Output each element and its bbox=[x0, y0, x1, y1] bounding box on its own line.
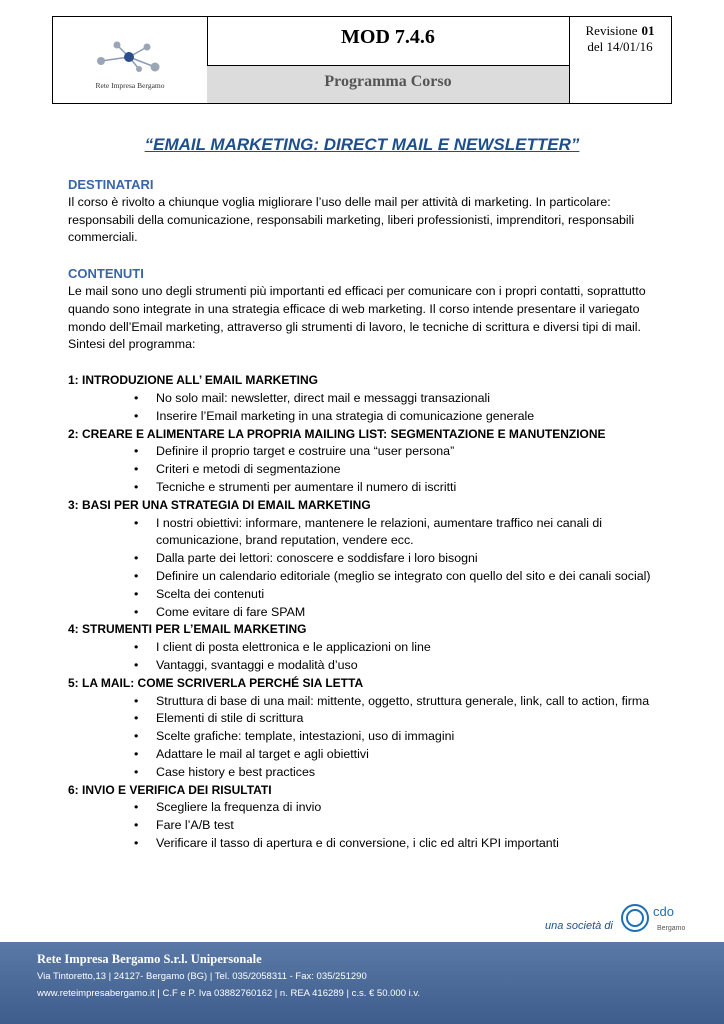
module-cell bbox=[207, 17, 570, 103]
footer-address: Via Tintoretto,13 | 24127- Bergamo (BG) | Tel. 035/2058311 - Fax: 035/251290 bbox=[37, 971, 367, 982]
module-heading: 3: BASI PER UNA STRATEGIA DI EMAIL MARKETING bbox=[68, 497, 371, 512]
module-code: MOD 7.4.6 bbox=[207, 17, 569, 66]
module-heading: 2: CREARE E ALIMENTARE LA PROPRIA MAILING LIST: SEGMENTAZIONE E MANUTENZIONE bbox=[68, 426, 606, 441]
list-item: • No solo mail: newsletter, direct mail e messaggi transazionali bbox=[156, 390, 668, 408]
list-item: • Scelte grafiche: template, intestazioni, uso di immagini bbox=[156, 728, 668, 746]
module-heading: 5: LA MAIL: COME SCRIVERLA PERCHÉ SIA LETTA bbox=[68, 675, 364, 690]
list-item: • Inserire l’Email marketing in una strategia di comunicazione generale bbox=[156, 408, 668, 426]
list-item: • Vantaggi, svantaggi e modalità d’uso bbox=[156, 657, 668, 675]
revision-date: del 14/01/16 bbox=[587, 39, 653, 54]
footer bbox=[0, 942, 724, 1024]
text-line: mondo dell’Email marketing, attraverso gli strumenti di lavoro, le tecniche di scrittura e diversi tipi di mail. bbox=[68, 319, 641, 334]
list-item: • Elementi di stile di scrittura bbox=[156, 710, 668, 728]
module-topics bbox=[68, 639, 668, 675]
text-line: Sintesi del programma: bbox=[68, 337, 196, 352]
document-subtitle: Programma Corso bbox=[207, 66, 569, 103]
list-item: • Case history e best practices bbox=[156, 764, 668, 782]
logo-cell bbox=[53, 17, 208, 103]
list-item: • I client di posta elettronica e le applicazioni on line bbox=[156, 639, 668, 657]
text-line: Il corso è rivolto a chiunque voglia migliorare l’uso delle mail per attività di marketing. In particolare: bbox=[68, 194, 611, 209]
list-item: • Struttura di base di una mail: mittente, oggetto, struttura generale, link, call to action, firma bbox=[156, 693, 668, 711]
logo-text: Rete Impresa Bergamo bbox=[95, 81, 165, 90]
course-title: “EMAIL MARKETING: DIRECT MAIL E NEWSLETTER” bbox=[144, 135, 580, 154]
list-item: • Scegliere la frequenza di invio bbox=[156, 799, 668, 817]
module-heading: 6: INVIO E VERIFICA DEI RISULTATI bbox=[68, 782, 272, 797]
footer-company: Rete Impresa Bergamo S.r.l. Unipersonale bbox=[37, 952, 262, 966]
text-line: responsabili della comunicazione, responsabili marketing, liberi professionisti, imprenditori, responsabili bbox=[68, 212, 635, 227]
module-heading: 1: INTRODUZIONE ALL’ EMAIL MARKETING bbox=[68, 373, 319, 388]
contenuti-text bbox=[68, 283, 668, 354]
list-item: • Criteri e metodi di segmentazione bbox=[156, 461, 668, 479]
list-item: • Verificare il tasso di apertura e di conversione, i clic ed altri KPI importanti bbox=[156, 835, 668, 853]
text-line: commerciali. bbox=[68, 230, 138, 245]
list-item: • Dalla parte dei lettori: conoscere e soddisfare i loro bisogni bbox=[156, 550, 668, 568]
document-header bbox=[52, 16, 672, 104]
footer-legal: www.reteimpresabergamo.it | C.F e P. Iva 03882760162 | n. REA 416289 | c.s. € 50.000 i.v. bbox=[37, 988, 421, 999]
list-item: • Fare l’A/B test bbox=[156, 817, 668, 835]
program-modules bbox=[68, 372, 668, 853]
list-item: • I nostri obiettivi: informare, mantenere le relazioni, aumentare traffico nei canali di comunicazione, brand reputation, vendere ecc. bbox=[156, 515, 668, 551]
list-item: • Definire il proprio target e costruire una “user persona” bbox=[156, 443, 668, 461]
module-topics bbox=[68, 693, 668, 782]
list-item: • Adattare le mail al target e agli obiettivi bbox=[156, 746, 668, 764]
module-topics bbox=[68, 390, 668, 426]
revision-number: 01 bbox=[641, 23, 655, 38]
cdo-brand: cdo bbox=[653, 904, 674, 919]
revision-label: Revisione bbox=[585, 23, 638, 38]
contenuti-heading: CONTENUTI bbox=[68, 266, 144, 282]
document-body bbox=[68, 176, 668, 853]
destinatari-text bbox=[68, 194, 668, 247]
text-line: Le mail sono uno degli strumenti più importanti ed efficaci per comunicare con i propri contatti, soprattutto bbox=[68, 283, 646, 298]
list-item: • Definire un calendario editoriale (meglio se integrato con quello del sito e dei canali social) bbox=[156, 568, 668, 586]
revision-cell bbox=[569, 17, 671, 103]
cdo-city: Bergamo bbox=[657, 925, 686, 932]
module-topics bbox=[68, 799, 668, 852]
cdo-logo-icon bbox=[619, 898, 724, 940]
network-logo-icon bbox=[89, 39, 169, 79]
list-item: • Scelta dei contenuti bbox=[156, 586, 668, 604]
destinatari-heading: DESTINATARI bbox=[68, 177, 154, 192]
module-heading: 4: STRUMENTI PER L’EMAIL MARKETING bbox=[68, 622, 307, 637]
list-item: • Tecniche e strumenti per aumentare il numero di iscritti bbox=[156, 479, 668, 497]
text-line: quando sono integrate in una strategia efficace di web marketing. Il corso intende presentare il variegato bbox=[68, 301, 640, 316]
module-topics bbox=[68, 515, 668, 622]
cdo-tagline: una società di bbox=[545, 920, 613, 932]
list-item: • Come evitare di fare SPAM bbox=[156, 604, 668, 622]
module-topics bbox=[68, 443, 668, 496]
